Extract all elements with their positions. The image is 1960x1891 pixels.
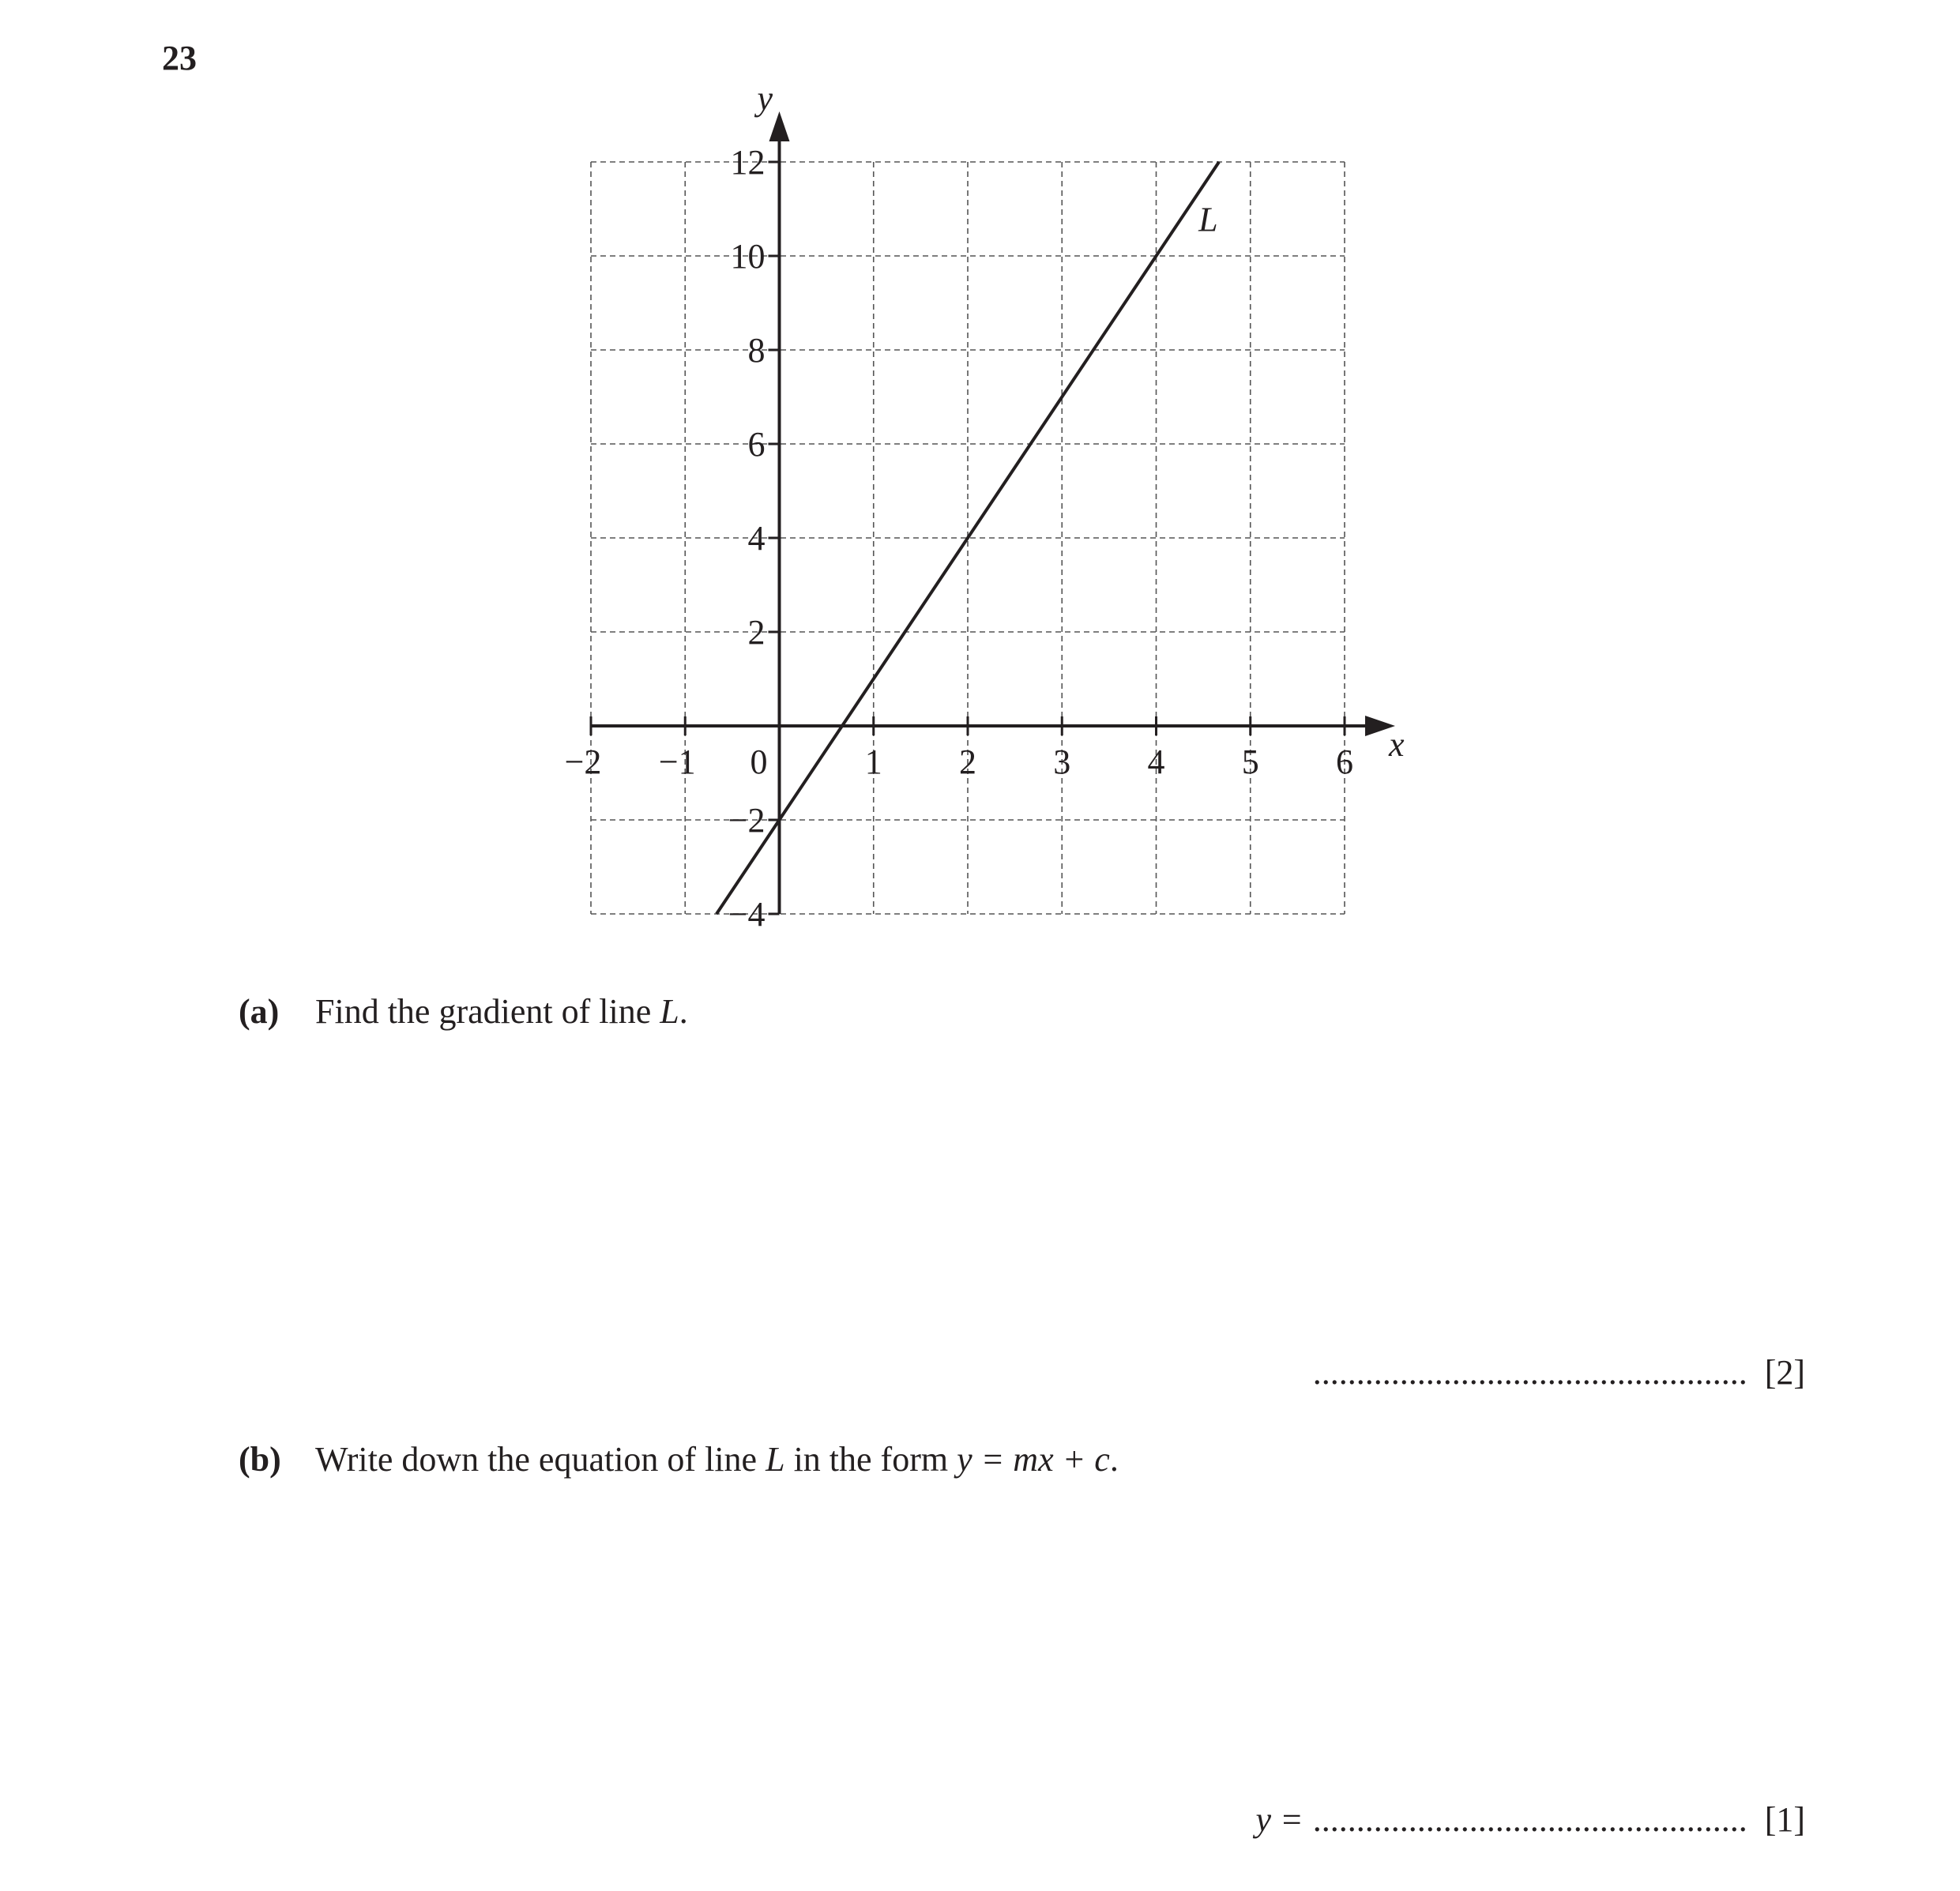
- part-a-question: [239, 991, 688, 1032]
- part-b-formula-end: .: [1109, 1440, 1119, 1479]
- y-tick-label: 4: [747, 519, 766, 558]
- y-tick-label: −2: [728, 801, 766, 840]
- part-a-text: Find the gradient of line: [315, 992, 660, 1031]
- part-b-variable: L: [766, 1440, 785, 1479]
- question-number: 23: [162, 39, 197, 77]
- part-b-formula: y = mx + c: [957, 1440, 1110, 1479]
- y-tick-label: 2: [747, 613, 766, 652]
- y-tick-label: −4: [728, 895, 766, 934]
- y-axis-label: y: [757, 79, 773, 118]
- y-tick-label: 12: [730, 143, 766, 182]
- x-tick-label: 3: [1053, 742, 1071, 781]
- axes: [591, 111, 1395, 914]
- x-tick-label: 4: [1147, 742, 1165, 781]
- x-tick-label: 6: [1336, 742, 1353, 781]
- x-tick-label: −1: [658, 742, 696, 781]
- part-b-answer-prefix: y =: [1255, 1800, 1304, 1839]
- part-a-variable: L: [660, 992, 679, 1031]
- y-tick-label: 8: [747, 331, 766, 370]
- part-b-answer-line: [1255, 1799, 1805, 1840]
- part-a-label: (a): [239, 992, 280, 1031]
- tick-labels: [565, 143, 1353, 934]
- x-axis-label: x: [1389, 725, 1405, 764]
- part-a-text-end: .: [679, 992, 688, 1031]
- y-tick-label: 6: [747, 425, 766, 464]
- x-tick-label: 1: [864, 742, 882, 781]
- part-a-answer-dots[interactable]: ..................................................: [1312, 1353, 1747, 1392]
- x-tick-label: 0: [750, 742, 768, 781]
- x-tick-label: 5: [1241, 742, 1259, 781]
- x-tick-label: −2: [564, 742, 602, 781]
- part-b-marks: [1]: [1764, 1800, 1805, 1839]
- part-b-question: [239, 1439, 1119, 1479]
- part-b-label: (b): [239, 1440, 281, 1479]
- x-tick-label: 2: [959, 742, 976, 781]
- line-label-L: L: [1198, 200, 1218, 239]
- part-b-text: Write down the equation of line: [315, 1440, 766, 1479]
- part-b-answer-dots[interactable]: ..................................................: [1312, 1800, 1747, 1839]
- part-a-marks: [2]: [1764, 1353, 1805, 1392]
- part-b-text-mid: in the form: [784, 1440, 957, 1479]
- part-a-answer-line: [1313, 1352, 1805, 1393]
- y-tick-label: 10: [730, 237, 766, 276]
